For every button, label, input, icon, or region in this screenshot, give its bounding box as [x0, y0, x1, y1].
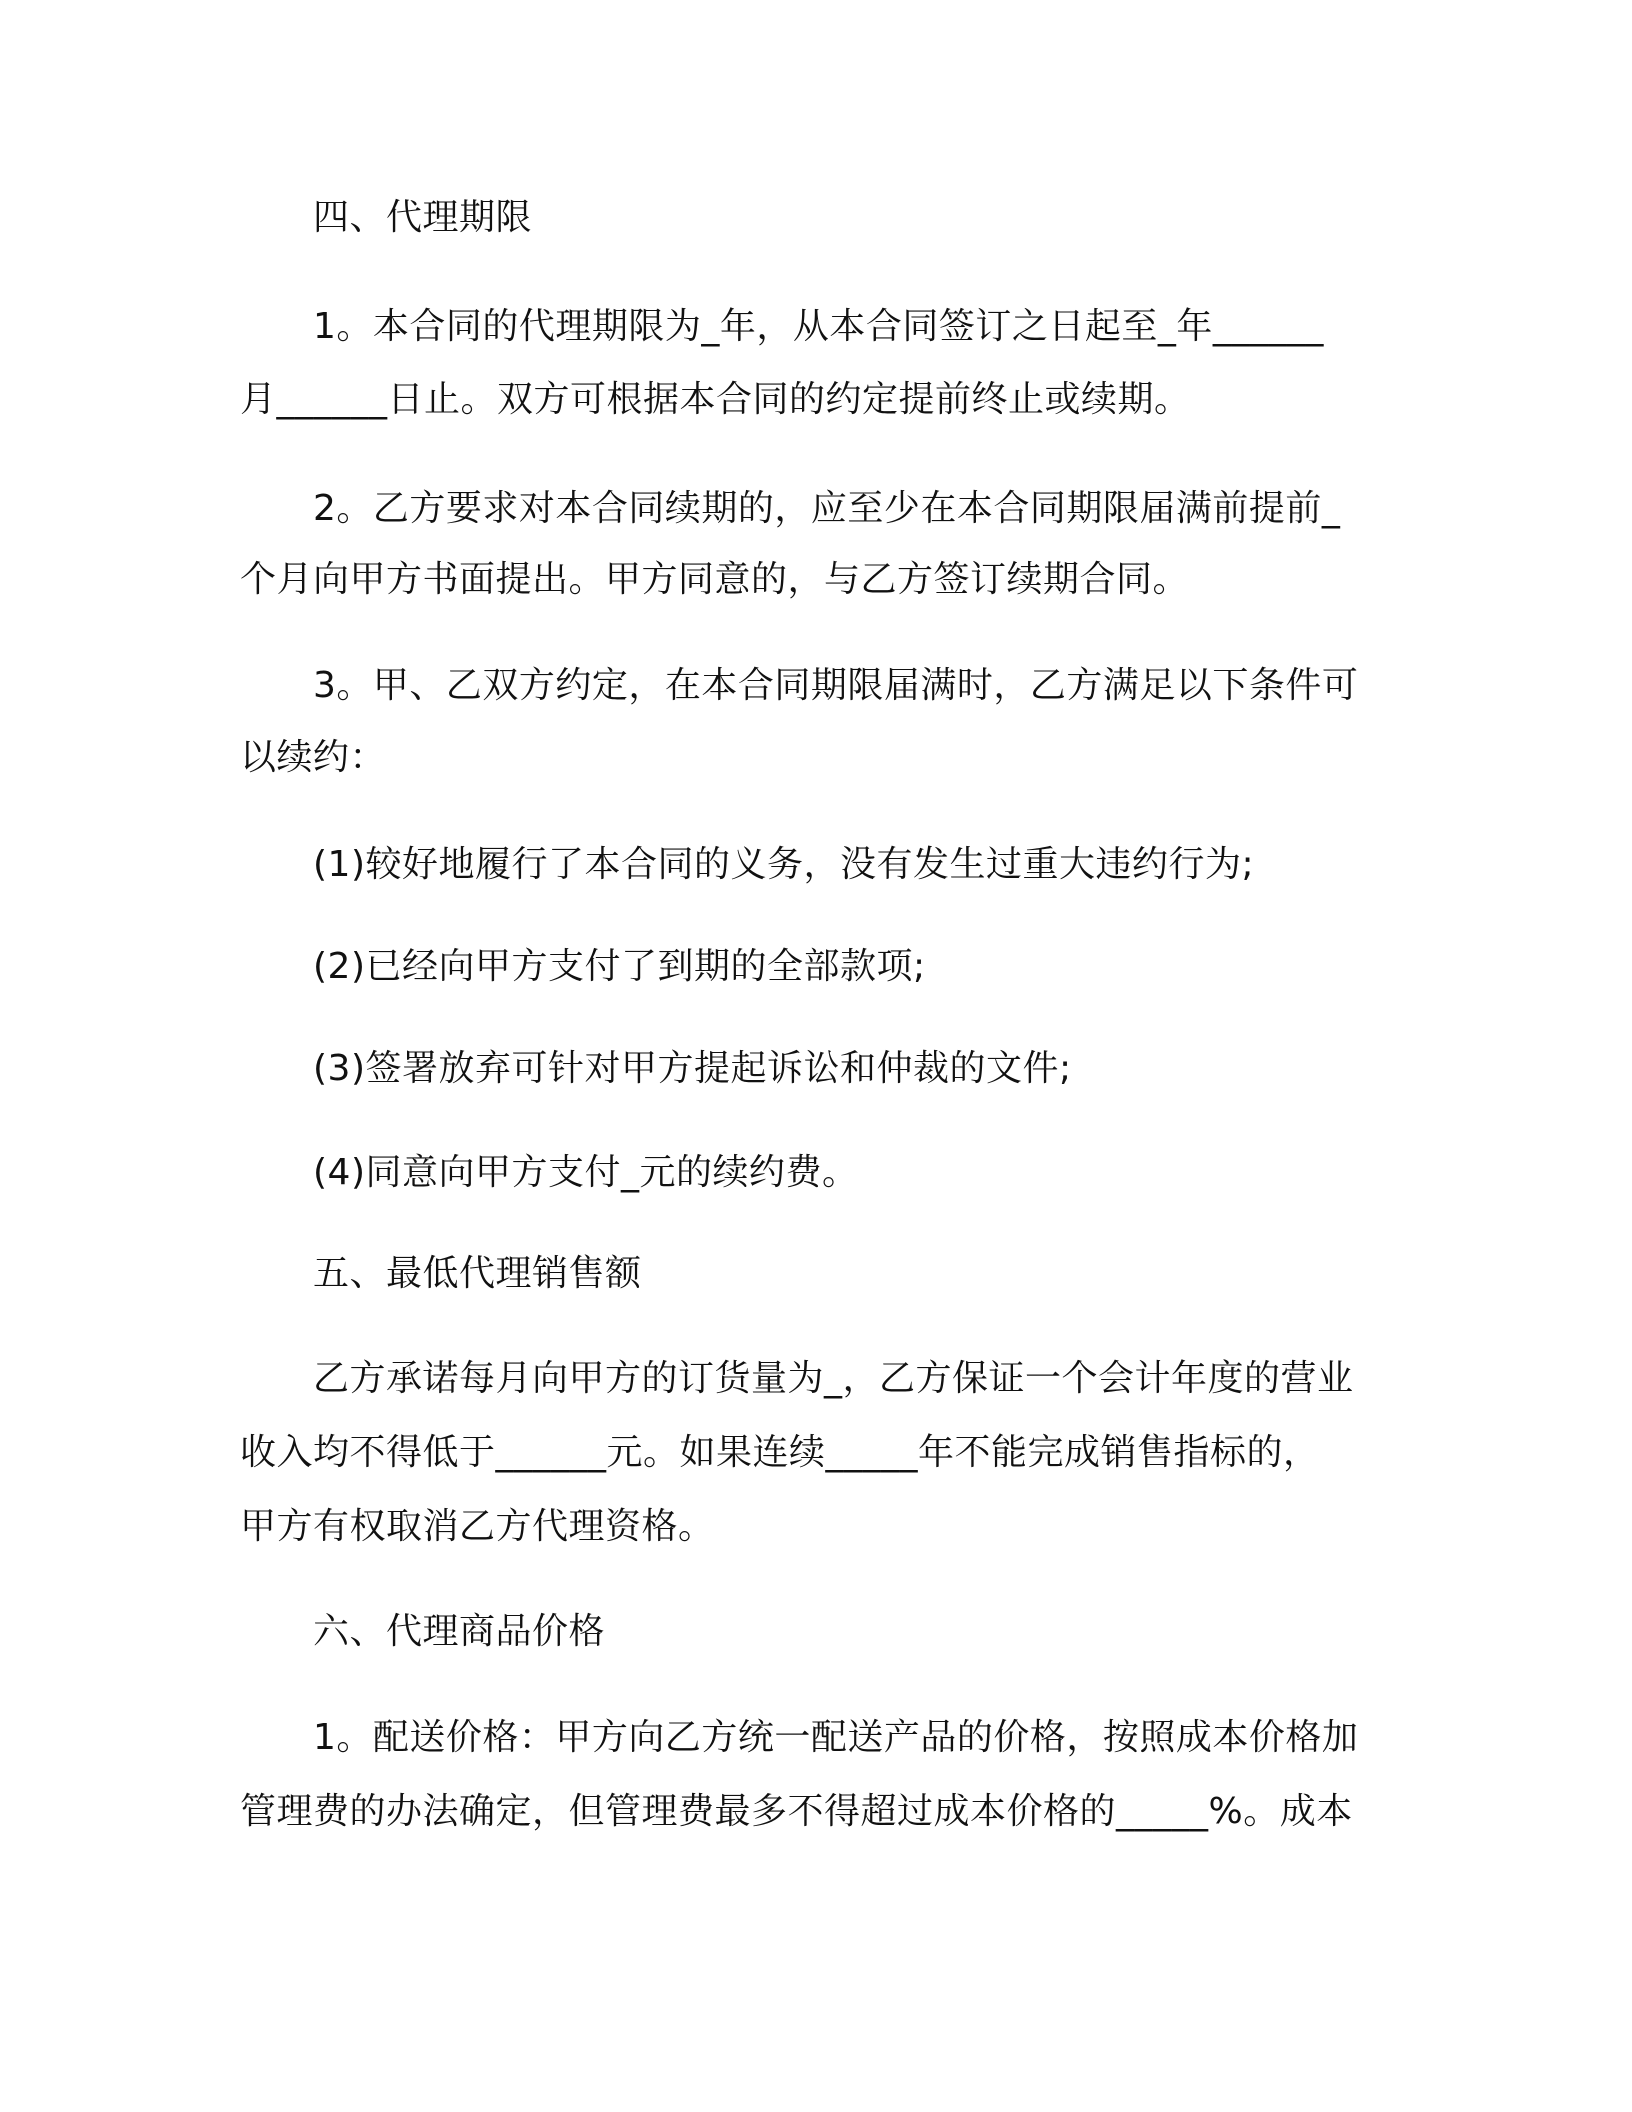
condition-item: (1)较好地履行了本合同的义务，没有发生过重大违约行为;: [313, 844, 1255, 885]
paragraph-line: 1。本合同的代理期限为_年，从本合同签订之日起至_年______: [313, 306, 1324, 347]
paragraph-line: 以续约：: [240, 737, 387, 778]
paragraph-line: 月______日止。双方可根据本合同的约定提前终止或续期。: [240, 379, 1191, 420]
condition-item: (4)同意向甲方支付_元的续约费。: [313, 1152, 859, 1193]
condition-item: (2)已经向甲方支付了到期的全部款项;: [313, 946, 926, 987]
section-heading-term: 四、代理期限: [313, 197, 533, 238]
paragraph-line: 收入均不得低于______元。如果连续_____年不能完成销售指标的，: [240, 1432, 1320, 1473]
condition-item: (3)签署放弃可针对甲方提起诉讼和仲裁的文件;: [313, 1048, 1072, 1089]
section-heading-price: 六、代理商品价格: [313, 1611, 606, 1652]
section-heading-minimum-sales: 五、最低代理销售额: [313, 1253, 642, 1294]
paragraph-line: 3。甲、乙双方约定，在本合同期限届满时，乙方满足以下条件可: [313, 665, 1359, 706]
paragraph-line: 管理费的办法确定，但管理费最多不得超过成本价格的_____%。成本: [240, 1791, 1353, 1832]
paragraph-line: 个月向甲方书面提出。甲方同意的，与乙方签订续期合同。: [240, 559, 1190, 600]
paragraph-line: 甲方有权取消乙方代理资格。: [240, 1506, 715, 1547]
paragraph-line: 2。乙方要求对本合同续期的，应至少在本合同期限届满前提前_: [313, 488, 1341, 529]
paragraph-line: 1。配送价格：甲方向乙方统一配送产品的价格，按照成本价格加: [313, 1717, 1359, 1758]
paragraph-line: 乙方承诺每月向甲方的订货量为_，乙方保证一个会计年度的营业: [313, 1358, 1354, 1399]
